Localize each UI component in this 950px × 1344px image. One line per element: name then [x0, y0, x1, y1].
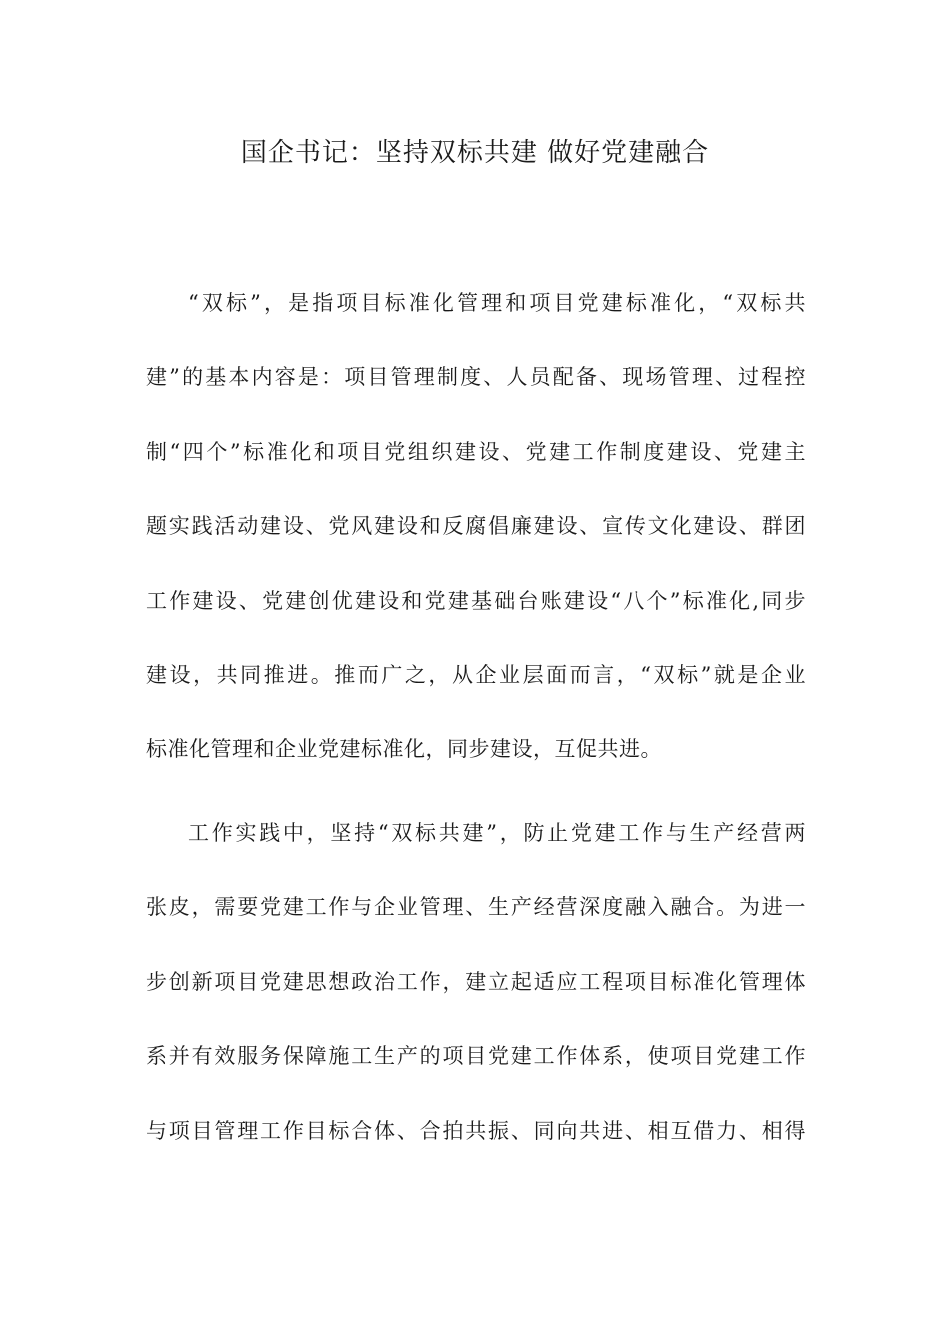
paragraph-line: 与项目管理工作目标合体、合拍共振、同向共进、相互借力、相得: [146, 1118, 806, 1143]
paragraph-line: 张皮，需要党建工作与企业管理、生产经营深度融入融合。为进一: [146, 895, 806, 920]
paragraph-line: 制“四个”标准化和项目党组织建设、党建工作制度建设、党建主: [146, 439, 806, 464]
paragraph-line: 建设，共同推进。推而广之，从企业层面而言，“双标”就是企业: [146, 662, 806, 687]
paragraph-line: 工作实践中，坚持“双标共建”，防止党建工作与生产经营两: [188, 821, 806, 845]
paragraph-line: 题实践活动建设、党风建设和反腐倡廉建设、宣传文化建设、群团: [146, 514, 806, 539]
paragraph-line: 建”的基本内容是：项目管理制度、人员配备、现场管理、过程控: [146, 365, 806, 390]
paragraph-2: [146, 813, 806, 1185]
paragraph-line: 工作建设、党建创优建设和党建基础台账建设“八个”标准化,同步: [146, 588, 806, 613]
document-title: 国企书记：坚持双标共建 做好党建融合: [240, 138, 710, 168]
paragraph-line: 系并有效服务保障施工生产的项目党建工作体系，使项目党建工作: [146, 1044, 806, 1069]
paragraph-1: [146, 283, 806, 804]
paragraph-line: 步创新项目党建思想政治工作，建立起适应工程项目标准化管理体: [146, 969, 806, 994]
paragraph-line: 标准化管理和企业党建标准化，同步建设，互促共进。: [146, 737, 662, 762]
paragraph-line: “双标”，是指项目标准化管理和项目党建标准化，“双标共: [188, 291, 806, 315]
